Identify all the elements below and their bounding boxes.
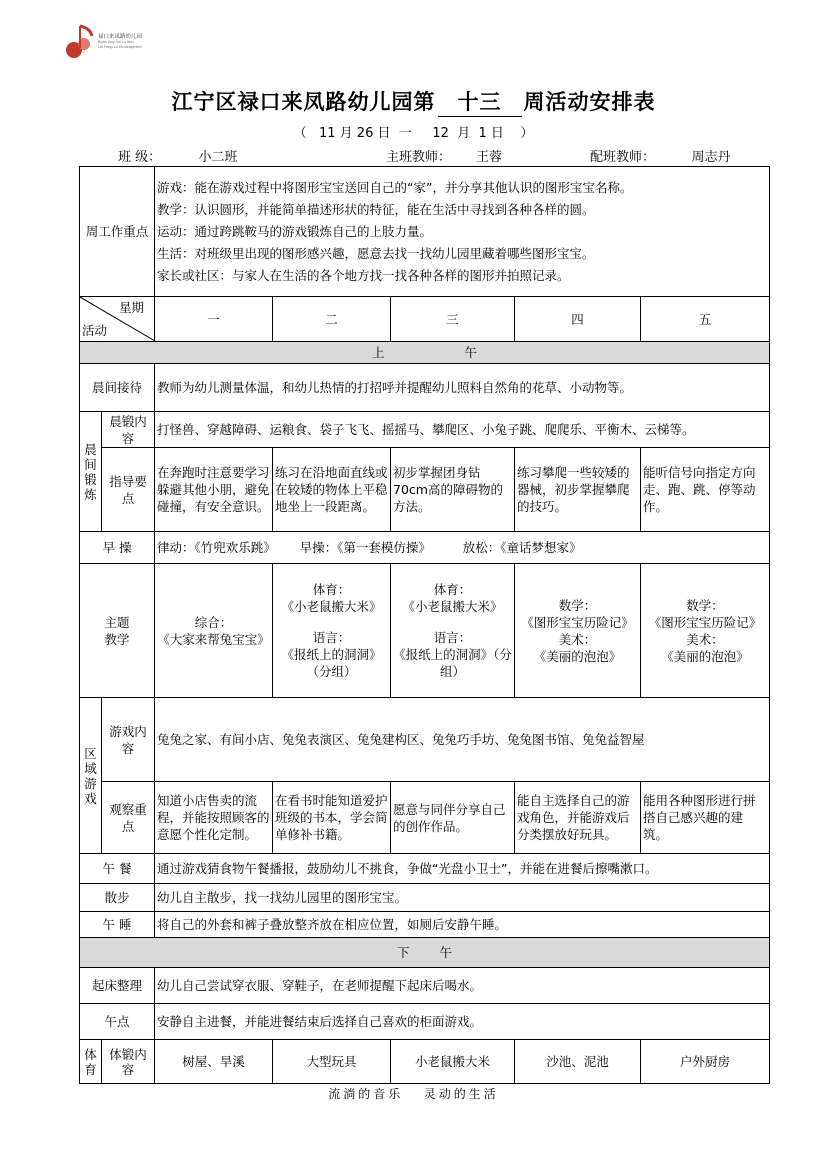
area-observe-fri: 能用各种图形进行拼搭自己感兴趣的建筑。 — [641, 782, 770, 854]
pe-tue: 大型玩具 — [273, 1040, 391, 1084]
exercise-content-row — [80, 412, 770, 448]
walk-row — [80, 884, 770, 912]
theme-wed: 体育： 《小老鼠搬大米》 语言： 《报纸上的洞洞》（分组） — [391, 564, 515, 698]
logo-pinyin: Ruan Jing Shi Lu Kou Lai Feng Lu Kindergarten — [98, 40, 142, 49]
theme-row — [80, 564, 770, 698]
area-content: 兔兔之家、有间小店、兔兔表演区、兔兔建构区、兔兔巧手坊、兔兔图书馆、兔兔益智屋 — [155, 698, 770, 782]
diagonal-header-cell: 星期 活动 — [80, 297, 155, 342]
area-content-label: 游戏内容 — [102, 698, 155, 782]
class-label: 班 级： — [118, 150, 162, 165]
reception-row — [80, 364, 770, 412]
walk-label: 散步 — [80, 884, 155, 912]
pe-label: 体育 — [80, 1040, 102, 1084]
nap-row — [80, 912, 770, 938]
day-header-row — [80, 297, 770, 342]
exercise-guide-label: 指导要点 — [102, 448, 155, 532]
snack-row — [80, 1004, 770, 1040]
nap-label: 午 睡 — [80, 912, 155, 938]
area-observe-mon: 知道小店售卖的流程，并能按照顾客的意愿个性化定制。 — [155, 782, 273, 854]
focus-content: 游戏：能在游戏过程中将图形宝宝送回自己的“家”，并分享其他认识的图形宝宝名称。 教学：认识圆形，并能简单描述形状的特征，能在生活中寻找到各种各样的圆。 运动：通过跨跳鞍马的游戏锻炼自己的上肢力量。 生活：对班级里出现的图形感兴趣，愿意去找一找幼儿园里藏着哪些图形宝宝。 家长或社区：与家人在生活的各个地方找一找各种各样的图形并拍照记录。 — [155, 167, 770, 297]
teacher-info: 班 级： 小二班 主班教师： 王蓉 配班教师： 周志丹 — [118, 146, 768, 166]
day-thu: 四 — [515, 297, 641, 342]
morning-section: 上 午 — [80, 342, 770, 364]
pe-fri: 户外厨房 — [641, 1040, 770, 1084]
exercise-guide-tue: 练习在沿地面直线或在较矮的物体上平稳地坐上一段距离。 — [273, 448, 391, 532]
area-observe-tue: 在看书时能知道爱护班级的书本，学会简单修补书籍。 — [273, 782, 391, 854]
wakeup-content: 幼儿自己尝试穿衣服、穿鞋子，在老师提醒下起床后喝水。 — [155, 968, 770, 1004]
exercise-guide-mon: 在奔跑时注意要学习躲避其他小朋，避免碰撞，有安全意识。 — [155, 448, 273, 532]
schedule-table — [79, 166, 770, 1084]
afternoon-section-row — [80, 938, 770, 968]
lunch-content: 通过游戏猜食物午餐播报，鼓励幼儿不挑食，争做“光盘小卫士”，并能在进餐后擦嘴漱口。 — [155, 854, 770, 884]
theme-tue: 体育： 《小老鼠搬大米》 语言： 《报纸上的洞洞》（分组） — [273, 564, 391, 698]
morning-drill-row — [80, 532, 770, 564]
walk-content: 幼儿自主散步，找一找幼儿园里的图形宝宝。 — [155, 884, 770, 912]
exercise-label: 晨间锻炼 — [80, 412, 102, 532]
day-fri: 五 — [641, 297, 770, 342]
snack-content: 安静自主进餐，并能进餐结束后选择自己喜欢的柜面游戏。 — [155, 1004, 770, 1040]
pe-mon: 树屋、旱溪 — [155, 1040, 273, 1084]
page-title: 江宁区禄口来凤路幼儿园第 十三 周活动安排表 — [0, 86, 827, 117]
nap-content: 将自己的外套和裤子叠放整齐放在相应位置，如厕后安静午睡。 — [155, 912, 770, 938]
morning-section-row — [80, 342, 770, 364]
area-label: 区域游戏 — [80, 698, 102, 854]
day-mon: 一 — [155, 297, 273, 342]
exercise-guide-wed: 初步掌握团身钻70cm高的障碍物的方法。 — [391, 448, 515, 532]
exercise-guide-thu: 练习攀爬一些较矮的器械，初步掌握攀爬的技巧。 — [515, 448, 641, 532]
afternoon-section: 下 午 — [80, 938, 770, 968]
pe-thu: 沙池、泥池 — [515, 1040, 641, 1084]
snack-label: 午点 — [80, 1004, 155, 1040]
theme-fri: 数学： 《图形宝宝历险记》 美术： 《美丽的泡泡》 — [641, 564, 770, 698]
date-range: （ 11 月 26 日 一 12 月 1 日 ） — [293, 126, 534, 141]
morning-drill-label: 早 操 — [80, 532, 155, 564]
area-content-row — [80, 698, 770, 782]
logo-name: 禄口来凤路幼儿园 — [98, 34, 143, 40]
lunch-row — [80, 854, 770, 884]
theme-mon: 综合： 《大家来帮兔宝宝》 — [155, 564, 273, 698]
reception-content: 教师为幼儿测量体温，和幼儿热情的打招呼并提醒幼儿照料自然角的花草、小动物等。 — [155, 364, 770, 412]
day-wed: 三 — [391, 297, 515, 342]
kindergarten-logo — [62, 20, 172, 66]
pe-row — [80, 1040, 770, 1084]
focus-row — [80, 167, 770, 297]
pe-wed: 小老鼠搬大米 — [391, 1040, 515, 1084]
area-observe-thu: 能自主选择自己的游戏角色，并能游戏后分类摆放好玩具。 — [515, 782, 641, 854]
morning-drill-content: 律动：《竹兜欢乐跳》 早操：《第一套模仿操》 放松：《童话梦想家》 — [155, 532, 770, 564]
exercise-guide-row — [80, 448, 770, 532]
wakeup-row — [80, 968, 770, 1004]
wakeup-label: 起床整理 — [80, 968, 155, 1004]
assist-teacher-label: 配班教师： — [590, 150, 656, 165]
week-number: 十三 — [438, 86, 522, 117]
theme-thu: 数学： 《图形宝宝历险记》 美术： 《美丽的泡泡》 — [515, 564, 641, 698]
reception-label: 晨间接待 — [80, 364, 155, 412]
area-observe-wed: 愿意与同伴分享自己的创作作品。 — [391, 782, 515, 854]
area-observe-label: 观察重点 — [102, 782, 155, 854]
exercise-content: 打怪兽、穿越障碍、运粮食、袋子飞飞、摇摇马、攀爬区、小兔子跳、爬爬乐、平衡木、云梯等。 — [155, 412, 770, 448]
footer-slogan: 流淌的音乐 灵动的生活 — [328, 1087, 499, 1101]
music-note-logo-icon — [62, 22, 96, 62]
exercise-guide-fri: 能听信号向指定方向走、跑、跳、停等动作。 — [641, 448, 770, 532]
pe-content-label: 体锻内容 — [102, 1040, 155, 1084]
exercise-content-label: 晨锻内容 — [102, 412, 155, 448]
focus-label: 周工作重点 — [80, 167, 155, 297]
lunch-label: 午 餐 — [80, 854, 155, 884]
day-tue: 二 — [273, 297, 391, 342]
theme-label: 主题 教学 — [80, 564, 155, 698]
area-observe-row — [80, 782, 770, 854]
main-teacher-label: 主班教师： — [386, 150, 452, 165]
